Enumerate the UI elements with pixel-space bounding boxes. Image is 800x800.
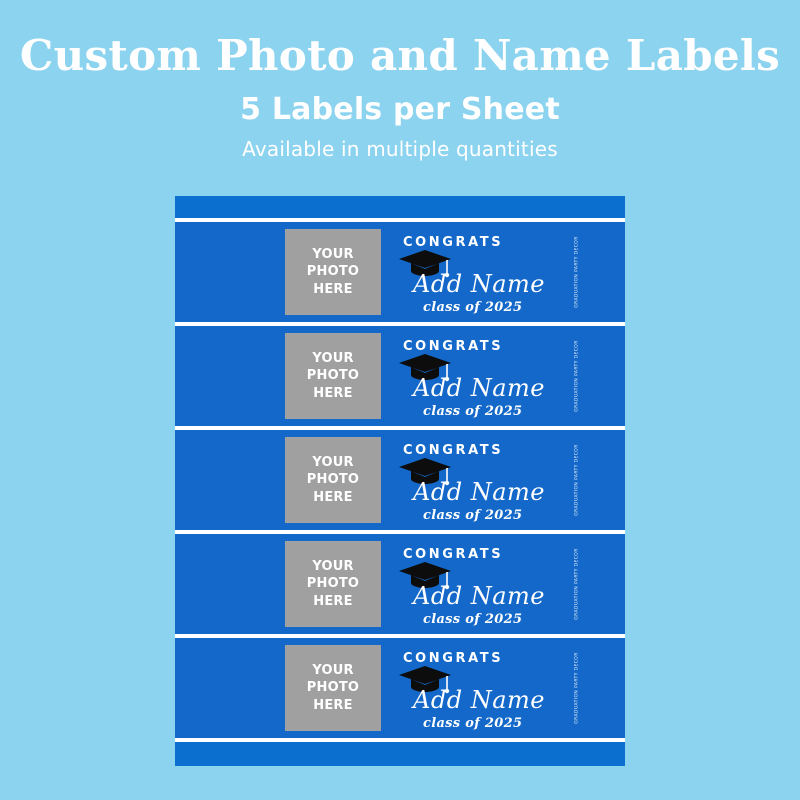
photo-line-1: YOUR [312, 662, 354, 678]
name-text[interactable]: Add Name [413, 582, 545, 610]
label-text-block [381, 534, 625, 634]
label-sheet [175, 196, 625, 766]
photo-line-2: PHOTO [306, 368, 360, 384]
class-of-text: class of 2025 [423, 612, 523, 627]
class-of-text: class of 2025 [423, 300, 523, 315]
name-text[interactable]: Add Name [413, 270, 545, 298]
congrats-text: CONGRATS [403, 339, 504, 354]
page-subtitle: 5 Labels per Sheet [240, 92, 560, 128]
label-text-block [381, 222, 625, 322]
name-text[interactable]: Add Name [413, 374, 545, 402]
page-title: Custom Photo and Name Labels [19, 31, 781, 80]
label-item[interactable] [175, 430, 625, 530]
side-micro-text: GRADUATION PARTY DECOR [574, 340, 580, 412]
photo-line-1: YOUR [312, 246, 354, 262]
labels-container [175, 222, 625, 738]
label-item[interactable] [175, 222, 625, 322]
congrats-text: CONGRATS [403, 235, 504, 250]
photo-line-2: PHOTO [306, 680, 360, 696]
congrats-text: CONGRATS [403, 443, 504, 458]
page-tagline: Available in multiple quantities [242, 137, 558, 162]
photo-line-2: PHOTO [306, 576, 360, 592]
side-micro-text: GRADUATION PARTY DECOR [574, 236, 580, 308]
label-item[interactable] [175, 638, 625, 738]
photo-placeholder[interactable] [285, 541, 381, 627]
photo-placeholder[interactable] [285, 437, 381, 523]
photo-placeholder[interactable] [285, 645, 381, 731]
label-left-space [175, 638, 285, 738]
label-item[interactable] [175, 534, 625, 634]
photo-line-3: HERE [313, 489, 353, 505]
side-micro-text: GRADUATION PARTY DECOR [574, 548, 580, 620]
label-text-block [381, 638, 625, 738]
photo-line-2: PHOTO [306, 264, 360, 280]
photo-line-1: YOUR [312, 558, 354, 574]
name-text[interactable]: Add Name [413, 478, 545, 506]
label-text-block [381, 430, 625, 530]
side-micro-text: GRADUATION PARTY DECOR [574, 444, 580, 516]
photo-line-1: YOUR [312, 350, 354, 366]
sheet-bottom-margin [175, 742, 625, 764]
photo-line-1: YOUR [312, 454, 354, 470]
photo-placeholder[interactable] [285, 229, 381, 315]
congrats-text: CONGRATS [403, 651, 504, 666]
photo-placeholder[interactable] [285, 333, 381, 419]
label-left-space [175, 534, 285, 634]
name-text[interactable]: Add Name [413, 686, 545, 714]
label-left-space [175, 222, 285, 322]
photo-line-2: PHOTO [306, 472, 360, 488]
class-of-text: class of 2025 [423, 508, 523, 523]
photo-line-3: HERE [313, 593, 353, 609]
sheet-top-margin [175, 196, 625, 218]
photo-line-3: HERE [313, 385, 353, 401]
label-item[interactable] [175, 326, 625, 426]
label-left-space [175, 430, 285, 530]
class-of-text: class of 2025 [423, 716, 523, 731]
header [0, 0, 800, 161]
photo-line-3: HERE [313, 281, 353, 297]
class-of-text: class of 2025 [423, 404, 523, 419]
photo-line-3: HERE [313, 697, 353, 713]
label-text-block [381, 326, 625, 426]
congrats-text: CONGRATS [403, 547, 504, 562]
side-micro-text: GRADUATION PARTY DECOR [574, 652, 580, 724]
label-left-space [175, 326, 285, 426]
